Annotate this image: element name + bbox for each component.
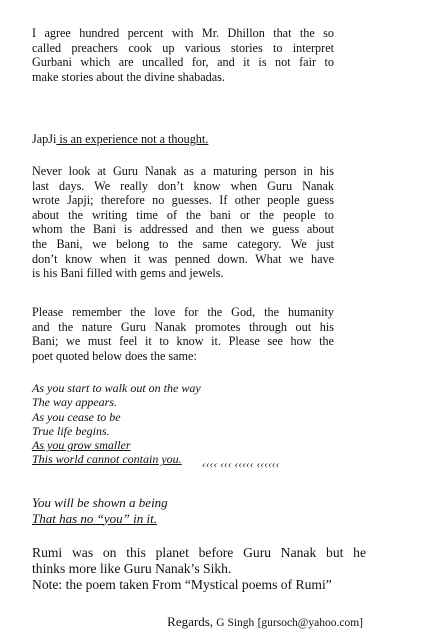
poem-line: The way appears.	[32, 395, 117, 410]
love-paragraph	[32, 305, 334, 363]
text-line: Rumi was on this planet before Guru Nanak but he	[32, 545, 366, 560]
poem-line	[32, 511, 168, 527]
text-line: whom the Bani is addressed and then we guess about	[32, 222, 334, 237]
regards-text: Regards,	[167, 614, 214, 629]
poem-line-text: This world cannot contain you.	[32, 452, 182, 467]
text-line: the Bani, we belong to the same category. We just	[32, 236, 334, 251]
poem-line: As you start to walk out on the way	[32, 381, 201, 395]
closing-paragraph	[32, 545, 366, 592]
heading-prefix: JapJi	[32, 132, 57, 146]
text-line: wrote Japji; therefore no guesses. If other people guess	[32, 193, 334, 208]
text-line: I agree hundred percent with Mr. Dhillon that the so	[32, 26, 334, 40]
signature-name: G Singh	[216, 617, 255, 629]
heading-underlined-text: is an experience not a thought.	[56, 132, 209, 146]
poem-line: True life begins.	[32, 423, 110, 438]
text-line: called preachers cook up various stories to interpret	[32, 40, 334, 55]
guru-nanak-paragraph	[32, 164, 334, 281]
text-line: last days. We really don’t know when Guru Nanak	[32, 178, 334, 193]
rumi-poem-continued	[32, 495, 168, 526]
text-line: about the writing time of the bani or the people to	[32, 207, 334, 222]
text-line: don’t know when it was penned down. What we have	[32, 251, 334, 266]
japji-heading	[32, 132, 208, 147]
text-line: Bani; we must feel it to know it. Please see how the	[32, 334, 334, 349]
text-line: Gurbani which are uncalled for, and it is not fair to	[32, 55, 334, 70]
text-line: Note: the poem taken From “Mystical poems of Rumi”	[32, 576, 332, 592]
intro-paragraph	[32, 26, 334, 84]
poem-line-text: That has no “you” in it.	[32, 510, 157, 526]
poem-line: As you cease to be	[32, 409, 121, 424]
poem-line-text: As you grow smaller	[32, 438, 131, 453]
text-line: thinks more like Guru Nanak’s Sikh.	[32, 560, 232, 576]
signature-email: [gursoch@yahoo.com]	[257, 617, 363, 629]
text-line: Never look at Guru Nanak as a maturing person in his	[32, 164, 334, 178]
signature	[167, 614, 363, 631]
text-line: Please remember the love for the God, the humanity	[32, 305, 334, 319]
cropped-text-ghost: ‹‹‹‹ ‹‹‹ ‹‹‹‹‹ ‹‹‹‹‹‹	[202, 459, 280, 471]
text-line: is his Bani filled with gems and jewels.	[32, 266, 224, 281]
text-line: and the nature Guru Nanak promotes through out his	[32, 319, 334, 334]
text-line: make stories about the divine shabadas.	[32, 69, 225, 84]
poem-line	[32, 452, 201, 466]
rumi-poem	[32, 381, 201, 467]
poem-line	[32, 438, 201, 452]
poem-line: You will be shown a being	[32, 495, 168, 510]
cropped-text-fragment	[202, 459, 362, 473]
text-line: poet quoted below does the same:	[32, 348, 197, 363]
